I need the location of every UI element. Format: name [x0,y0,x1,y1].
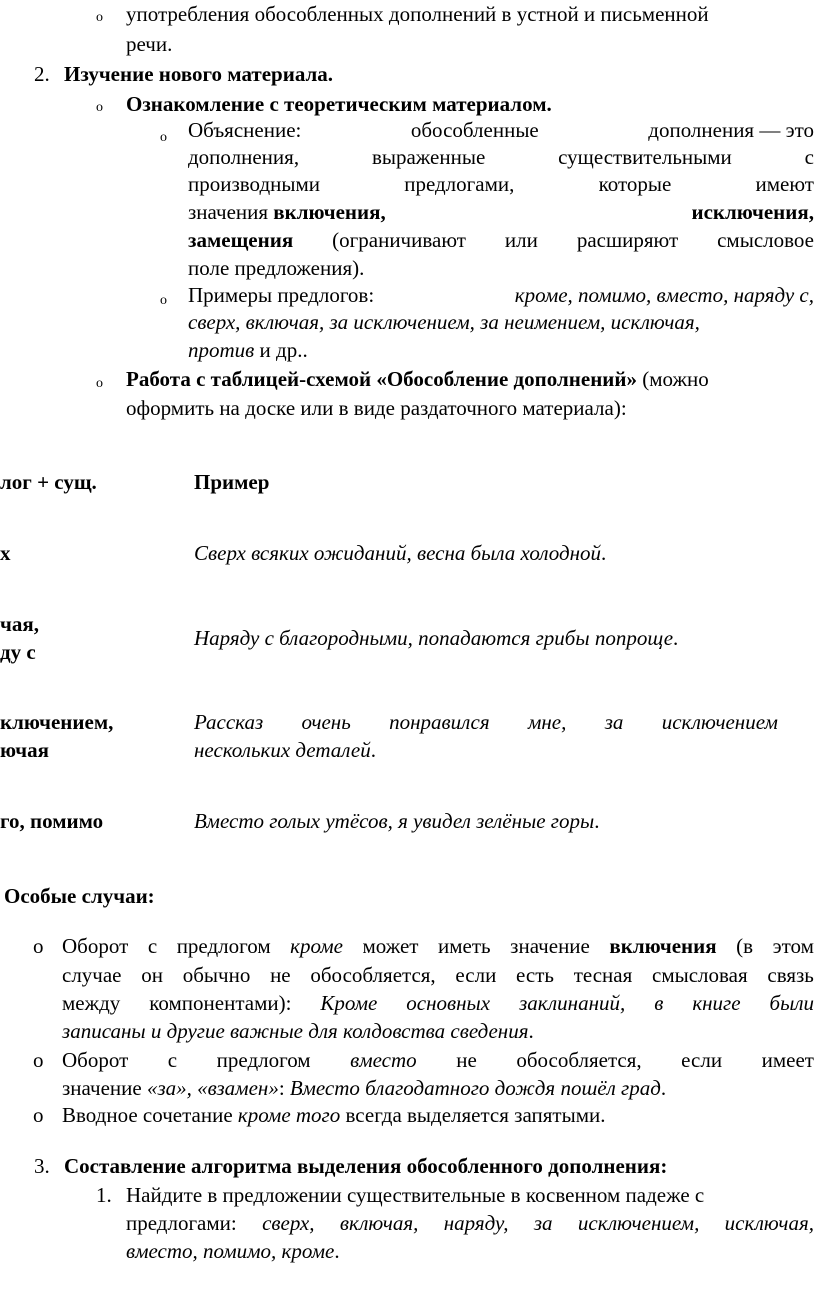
algorithm-step-line: Найдите в предложении существительные в косвенном падеже с [126,1183,705,1207]
special-item-line: между компонентами): Кроме основных заклинаний, в книге были [62,991,814,1015]
examples-line: сверх, включая, за исключением, за неимением, исключая, [188,310,700,334]
special-item-line: записаны и другие важные для колдовства сведения. [62,1019,534,1043]
bullet-marker: o [160,293,167,308]
section-number: 3. [34,1154,50,1178]
subsection-text: оформить на доске или в виде раздаточного материала): [126,396,627,420]
table-cell-right: нескольких деталей. [194,738,376,762]
bullet-marker: o [96,376,103,391]
explanation-line: замещения (ограничивают или расширяют смысловое [188,228,814,252]
bullet-continuation-line: употребления обособленных дополнений в устной и письменной [126,2,709,26]
list-marker: o [33,934,44,958]
explanation-line: Объяснение: обособленные дополнения — это [188,118,814,142]
bullet-continuation-line: речи. [126,32,173,56]
examples-line: против и др.. [188,338,308,362]
special-item-line: Вводное сочетание кроме того всегда выделяется запятыми. [62,1103,606,1127]
section-title: Изучение нового материала. [64,62,334,86]
table-cell-right: Сверх всяких ожиданий, весна была холодной. [194,541,607,565]
special-item-line: Оборот с предлогом кроме может иметь значение включения (в этом [62,934,814,958]
table-header-left: лог + сущ. [0,470,97,494]
explanation-line: значения включения, исключения, [188,200,814,224]
table-cell-left: х [0,541,11,565]
table-cell-right: Рассказ очень понравился мне, за исключением [194,710,778,734]
table-header-right: Пример [194,470,270,494]
list-marker: o [33,1103,44,1127]
table-cell-left: го, помимо [0,809,104,833]
algorithm-step-line: вместо, помимо, кроме. [126,1239,340,1263]
table-cell-right: Вместо голых утёсов, я увидел зелёные горы. [194,809,600,833]
list-marker: o [33,1048,44,1072]
bullet-marker: o [96,100,103,115]
table-cell-left: ючая [0,738,49,762]
explanation-line: поле предложения). [188,256,365,280]
subsection-title: Ознакомление с теоретическим материалом. [126,92,552,116]
special-item-line: Оборот с предлогом вместо не обособляется, если имеет [62,1048,814,1072]
special-cases-title: Особые случаи: [4,884,155,908]
list-number: 1. [96,1183,112,1207]
section-number: 2. [34,62,50,86]
table-cell-left: чая, [0,612,39,636]
examples-line: Примеры предлогов: кроме, помимо, вместо, наряду с, [188,283,814,307]
explanation-line: производными предлогами, которые имеют [188,172,814,196]
bullet-marker: o [96,10,103,25]
section-title: Составление алгоритма выделения обособленного дополнения: [64,1154,668,1178]
table-cell-left: ключением, [0,710,114,734]
algorithm-step-line: предлогами: сверх, включая, наряду, за исключением, исключая, [126,1211,814,1235]
explanation-line: дополнения, выраженные существительными с [188,145,814,169]
subsection-title: Работа с таблицей-схемой «Обособление дополнений» (можно [126,367,709,391]
special-item-line: значение «за», «взамен»: Вместо благодатного дождя пошёл град. [62,1076,667,1100]
table-cell-right: Наряду с благородными, попадаются грибы попроще. [194,626,679,650]
bullet-marker: o [160,130,167,145]
special-item-line: случае он обычно не обособляется, если есть тесная смысловая связь [62,963,814,987]
table-cell-left: ду с [0,640,36,664]
